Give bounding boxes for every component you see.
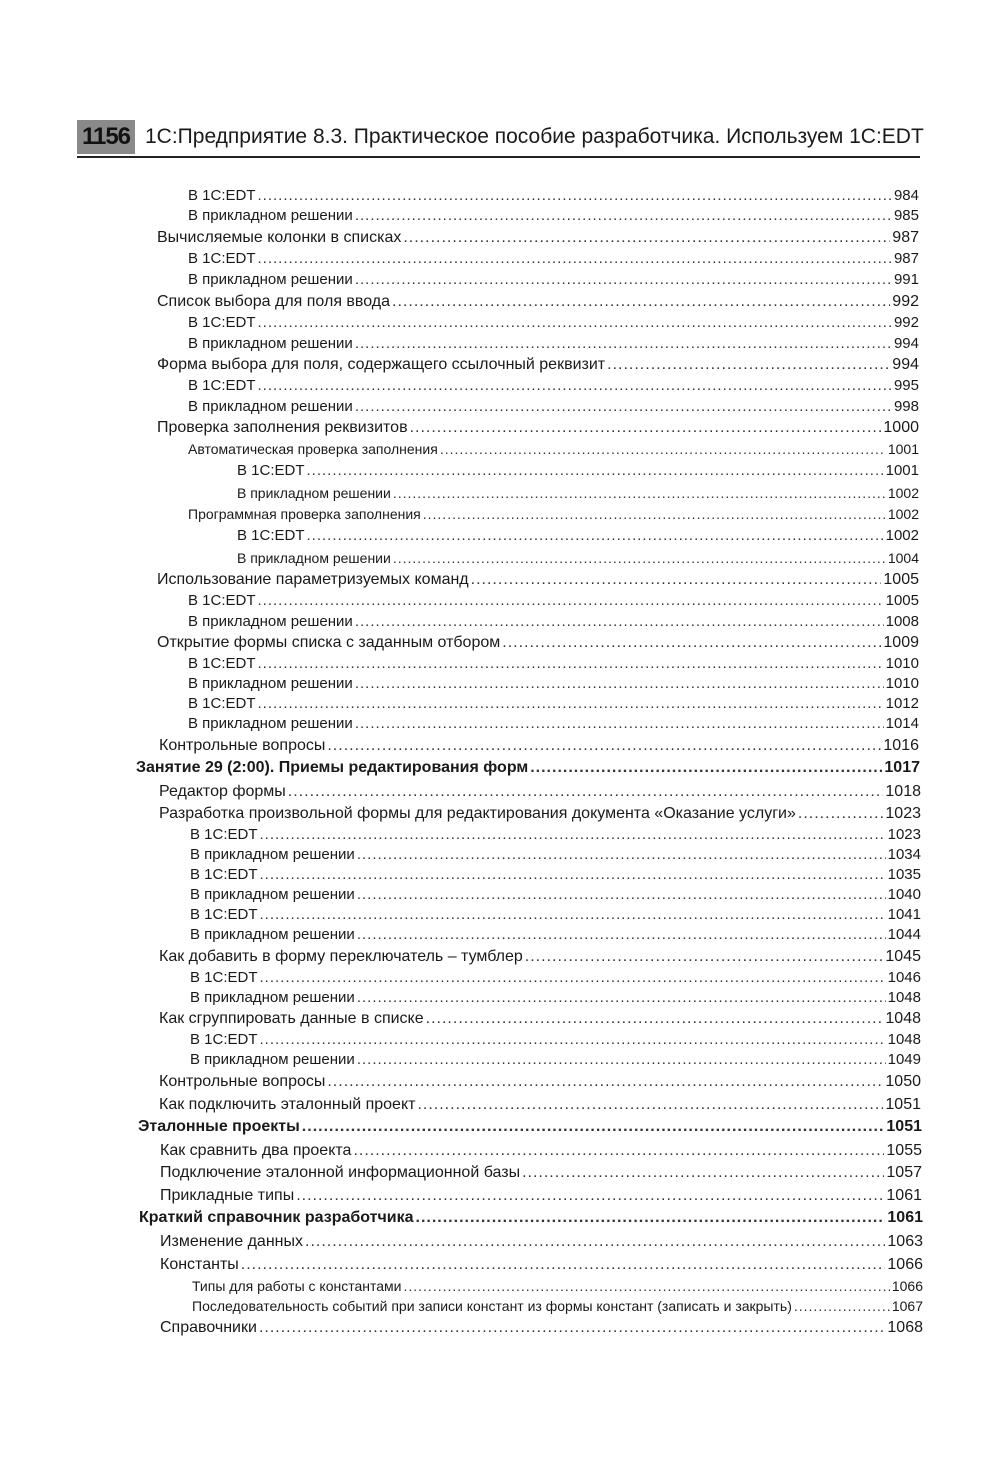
toc-entry <box>237 527 919 547</box>
toc-title: В 1С:EDT <box>190 906 258 923</box>
toc-entry <box>188 250 919 270</box>
toc-title: В 1С:EDT <box>190 1031 258 1048</box>
toc-entry <box>190 866 921 886</box>
toc-title: Справочники <box>160 1319 257 1336</box>
toc-entry <box>190 926 921 946</box>
toc-leader <box>296 1187 884 1205</box>
toc-leader <box>403 229 890 247</box>
page-header <box>77 118 924 158</box>
toc-entry <box>188 398 919 418</box>
toc-page: 1050 <box>885 1073 921 1090</box>
toc-entry <box>190 906 921 926</box>
toc-title: В прикладном решении <box>237 485 391 501</box>
toc-page: 992 <box>893 314 919 331</box>
toc-title: Проверка заполнения реквизитов <box>157 419 408 436</box>
toc-title: В прикладном решении <box>190 926 355 943</box>
toc-page: 987 <box>893 250 919 267</box>
toc-entry <box>159 1096 921 1116</box>
toc-title: В 1С:EDT <box>188 592 256 609</box>
toc-title: Эталонные проекты <box>138 1118 300 1135</box>
toc-title: В прикладном решении <box>190 886 355 903</box>
toc-leader <box>260 969 886 987</box>
toc-entry <box>188 335 919 355</box>
toc-title: В 1С:EDT <box>188 377 256 394</box>
toc-leader <box>260 826 886 844</box>
toc-page: 1048 <box>887 1031 921 1048</box>
toc-leader <box>530 759 882 777</box>
toc-title: В прикладном решении <box>190 989 355 1006</box>
toc-page: 1066 <box>891 1278 923 1294</box>
toc-title: Редактор формы <box>159 783 286 800</box>
toc-page: 1045 <box>885 948 921 965</box>
toc-page: 1057 <box>886 1164 922 1181</box>
toc-leader <box>357 989 886 1007</box>
toc-leader <box>355 335 892 353</box>
toc-page: 1023 <box>885 805 921 822</box>
toc-title: Последовательность событий при записи констант из формы констант (записать и закрыть) <box>192 1298 792 1314</box>
toc-entry <box>190 989 921 1009</box>
toc-entry <box>157 356 919 376</box>
toc-leader <box>258 314 892 332</box>
toc-entry <box>160 1164 922 1184</box>
toc-page: 994 <box>892 356 919 373</box>
toc-leader <box>416 1209 886 1227</box>
toc-title: Прикладные типы <box>160 1187 295 1204</box>
toc-page: 984 <box>893 187 919 204</box>
toc-page: 1048 <box>885 1010 921 1027</box>
toc-leader <box>392 293 890 311</box>
toc-entry <box>157 419 919 439</box>
toc-title: Как сгруппировать данные в списке <box>159 1010 424 1027</box>
toc-entry <box>190 1051 921 1071</box>
toc-page: 1035 <box>887 866 921 883</box>
toc-entry <box>160 1142 922 1162</box>
toc-title: В прикладном решении <box>188 207 353 224</box>
toc-title: В прикладном решении <box>190 846 355 863</box>
toc-leader <box>357 846 886 864</box>
toc-entry <box>188 377 919 397</box>
toc-page: 1066 <box>887 1256 923 1273</box>
toc-title: В 1С:EDT <box>190 866 258 883</box>
toc-title: Использование параметризуемых команд <box>157 571 469 588</box>
toc-entry <box>157 634 919 654</box>
toc-page: 992 <box>892 293 919 310</box>
toc-leader <box>353 1142 884 1160</box>
toc-entry <box>157 229 919 249</box>
toc-leader <box>355 271 892 289</box>
toc-title: Подключение эталонной информационной базы <box>160 1164 521 1181</box>
toc-page: 1051 <box>886 1118 922 1135</box>
toc-entry <box>190 969 921 989</box>
toc-entry <box>157 571 919 591</box>
toc-entry <box>160 1256 923 1276</box>
toc-entry <box>159 805 921 825</box>
toc-page: 1046 <box>887 969 921 986</box>
toc-leader <box>794 1297 890 1315</box>
toc-title: Изменение данных <box>160 1233 303 1250</box>
toc-title: Разработка произвольной формы для редактирования документа «Оказание услуги» <box>159 805 796 822</box>
toc-leader <box>410 419 882 437</box>
toc-title: Автоматическая проверка заполнения <box>188 441 438 457</box>
toc-entry <box>192 1277 923 1297</box>
toc-page: 1005 <box>883 571 919 588</box>
toc-page: 1048 <box>887 989 921 1006</box>
toc-leader <box>258 187 892 205</box>
toc-page: 1041 <box>887 906 921 923</box>
toc-leader <box>305 1233 885 1251</box>
toc-chapter <box>136 759 920 779</box>
toc-title: В прикладном решении <box>188 613 353 630</box>
toc-page: 1055 <box>886 1142 922 1159</box>
toc-page: 998 <box>893 398 919 415</box>
toc-title: Контрольные вопросы <box>159 1073 326 1090</box>
toc-entry <box>190 846 921 866</box>
toc-title: Вычисляемые колонки в списках <box>157 229 402 246</box>
toc-page: 1040 <box>887 886 921 903</box>
toc-leader <box>327 737 881 755</box>
toc-leader <box>403 1277 889 1295</box>
toc-title: Открытие формы списка с заданным отбором <box>157 634 501 651</box>
toc-page: 1049 <box>887 1051 921 1068</box>
toc-title: Форма выбора для поля, содержащего ссылочный реквизит <box>157 356 606 373</box>
toc-entry <box>188 655 919 675</box>
toc-page: 1002 <box>885 527 919 544</box>
toc-page: 1063 <box>887 1233 923 1250</box>
toc-title: Константы <box>160 1256 239 1273</box>
toc-leader <box>471 571 882 589</box>
toc-page: 985 <box>893 207 919 224</box>
toc-page: 1068 <box>887 1319 923 1336</box>
toc-leader <box>607 356 890 374</box>
toc-leader <box>426 1010 884 1028</box>
toc-entry <box>188 207 919 227</box>
toc-leader <box>522 1164 884 1182</box>
toc-title: Типы для работы с константами <box>192 1278 402 1294</box>
page-number: 1156 <box>77 120 135 154</box>
toc-page: 1008 <box>885 613 919 630</box>
toc-leader <box>355 398 892 416</box>
toc-chapter <box>139 1209 923 1229</box>
toc-entry <box>190 826 921 846</box>
toc-page: 1000 <box>883 419 919 436</box>
toc-entry <box>188 695 919 715</box>
toc-entry <box>159 1073 921 1093</box>
toc-page: 1016 <box>883 737 919 754</box>
toc-title: В прикладном решении <box>188 271 353 288</box>
toc-leader <box>258 592 884 610</box>
toc-entry <box>237 462 919 482</box>
toc-leader <box>423 505 886 523</box>
toc-title: В 1С:EDT <box>237 527 305 544</box>
toc-leader <box>417 1096 883 1114</box>
toc-entry <box>159 783 921 803</box>
toc-entry <box>188 505 919 525</box>
toc-entry <box>159 948 921 968</box>
toc-title: В прикладном решении <box>190 1051 355 1068</box>
toc-title: В прикладном решении <box>237 550 391 566</box>
toc-entry <box>159 737 919 757</box>
toc-page: 1061 <box>887 1209 923 1226</box>
toc-title: В 1С:EDT <box>188 187 256 204</box>
toc-title: В 1С:EDT <box>190 969 258 986</box>
toc-leader <box>393 484 886 502</box>
toc-entry <box>188 187 919 207</box>
toc-title: В 1С:EDT <box>188 250 256 267</box>
toc-entry <box>190 1031 921 1051</box>
toc-page: 1002 <box>887 485 919 501</box>
toc-page: 1005 <box>885 592 919 609</box>
toc-entry <box>188 715 919 735</box>
toc-page: 991 <box>893 271 919 288</box>
toc-entry <box>190 886 921 906</box>
toc-title: В прикладном решении <box>188 675 353 692</box>
toc-page: 1044 <box>887 926 921 943</box>
toc-page: 1017 <box>884 759 920 776</box>
toc-entry <box>159 1010 921 1030</box>
toc-entry <box>192 1297 923 1317</box>
toc-leader <box>260 866 886 884</box>
toc-title: Как добавить в форму переключатель – тумблер <box>159 948 523 965</box>
toc-title: Занятие 29 (2:00). Приемы редактирования форм <box>136 759 529 776</box>
toc-leader <box>259 1319 885 1337</box>
toc-title: В 1С:EDT <box>190 826 258 843</box>
toc-chapter <box>138 1118 922 1138</box>
toc-page: 1014 <box>885 715 919 732</box>
toc-leader <box>357 1051 886 1069</box>
toc-entry <box>188 271 919 291</box>
toc-page: 994 <box>893 335 919 352</box>
toc-page: 1001 <box>887 441 919 457</box>
toc-leader <box>393 549 886 567</box>
toc-entry <box>160 1233 923 1253</box>
toc-entry <box>237 484 919 504</box>
toc-leader <box>260 1031 886 1049</box>
toc-page: 1004 <box>887 550 919 566</box>
toc-leader <box>258 695 884 713</box>
toc-page: 1010 <box>885 655 919 672</box>
toc-page: 1034 <box>887 846 921 863</box>
toc-title: Как подключить эталонный проект <box>159 1096 416 1113</box>
toc-title: В 1С:EDT <box>188 314 256 331</box>
toc-page: 987 <box>892 229 919 246</box>
toc-entry <box>157 293 919 313</box>
toc-leader <box>260 906 886 924</box>
toc-leader <box>440 440 886 458</box>
toc-page: 1051 <box>885 1096 921 1113</box>
toc-page: 1002 <box>887 506 919 522</box>
toc-entry <box>237 549 919 569</box>
toc-title: В прикладном решении <box>188 715 353 732</box>
toc-entry <box>188 675 919 695</box>
toc-page: 1067 <box>891 1298 923 1314</box>
toc-title: В 1С:EDT <box>188 655 256 672</box>
toc-title: В 1С:EDT <box>237 462 305 479</box>
toc-page: 1010 <box>885 675 919 692</box>
toc-leader <box>258 250 892 268</box>
toc-page: 1061 <box>886 1187 922 1204</box>
toc-leader <box>307 527 884 545</box>
toc-leader <box>288 783 884 801</box>
toc-leader <box>302 1118 885 1136</box>
toc-title: В прикладном решении <box>188 335 353 352</box>
toc-title: Контрольные вопросы <box>159 737 326 754</box>
toc-leader <box>525 948 884 966</box>
toc-title: Краткий справочник разработчика <box>139 1209 414 1226</box>
toc-leader <box>798 805 884 823</box>
toc-title: Список выбора для поля ввода <box>157 293 391 310</box>
toc-entry <box>188 613 919 633</box>
toc-leader <box>241 1256 886 1274</box>
toc-entry <box>188 440 919 460</box>
toc-page: 1012 <box>885 695 919 712</box>
toc-leader <box>502 634 881 652</box>
toc-leader <box>355 675 884 693</box>
toc-entry <box>188 314 919 334</box>
toc-entry <box>188 592 919 612</box>
toc-page: 1001 <box>885 462 919 479</box>
toc-leader <box>357 926 886 944</box>
toc-leader <box>327 1073 883 1091</box>
toc-leader <box>307 462 884 480</box>
toc-entry <box>160 1319 923 1339</box>
toc-leader <box>355 613 884 631</box>
toc-page: 1023 <box>887 826 921 843</box>
book-title: 1С:Предприятие 8.3. Практическое пособие разработчика. Используем 1С:EDT <box>145 125 924 148</box>
toc-page: 995 <box>893 377 919 394</box>
toc-leader <box>355 207 892 225</box>
toc-leader <box>357 886 886 904</box>
toc-leader <box>258 655 884 673</box>
toc-leader <box>355 715 884 733</box>
toc-title: В 1С:EDT <box>188 695 256 712</box>
toc-title: Как сравнить два проекта <box>160 1142 352 1159</box>
toc-page: 1009 <box>883 634 919 651</box>
toc-title: В прикладном решении <box>188 398 353 415</box>
toc-leader <box>258 377 892 395</box>
toc-entry <box>160 1187 922 1207</box>
toc-title: Программная проверка заполнения <box>188 506 421 522</box>
toc-page: 1018 <box>885 783 921 800</box>
